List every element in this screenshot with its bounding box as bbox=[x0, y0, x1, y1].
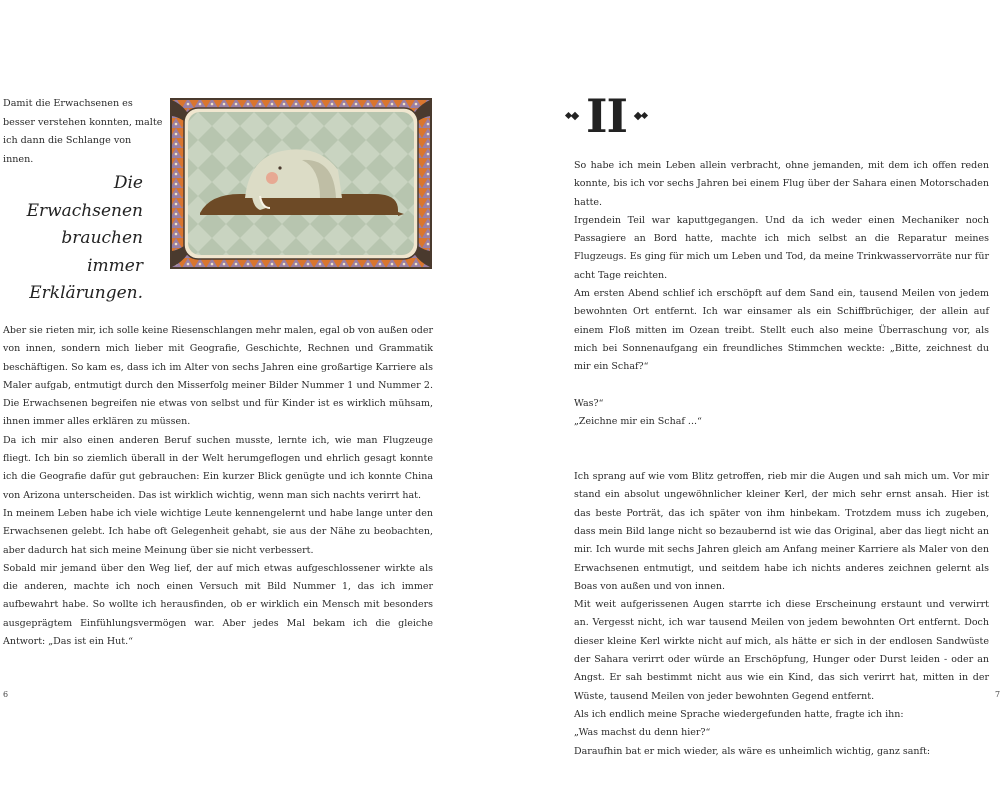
paragraph: Am ersten Abend schlief ich erschöpft auf dem Sand ein, tausend Meilen von jedem bewohnten Ort entfernt. Ich war einsamer als ein Schiffbrüchiger, der allein auf einem Floß mitten im Ozean treibt. Stellt euch also meine Überraschung vor, als mich bei Sonnenaufgang ein freundliches Stimmchen weckte: „Bitte, zeichnest du mir ein Schaf?“ bbox=[574, 288, 989, 373]
pull-quote-line: Die Erwachsenen bbox=[26, 173, 143, 221]
pull-quote-line: Erklärungen. bbox=[29, 283, 143, 303]
paragraph: Irgendein Teil war kaputtgegangen. Und da ich weder einen Mechaniker noch Passagiere an Bord hatte, machte ich mich selbst an die Reparatur meines Flugzeugs. Es ging für mich um Leben und Tod, da meine Trinkwasservorräte nur für acht Tage reichten. bbox=[574, 214, 989, 281]
paragraph: Aber sie rieten mir, ich solle keine Riesenschlangen mehr malen, egal ob von außen oder von innen, sondern mich lieber mit Geografie, Geschichte, Rechnen und Grammatik beschäftigen. So kam es, dass ich im Alter von sechs Jahren eine großartige Karriere als Maler aufgab, entmutigt durch den Misserfolg meiner Bilder Nummer 1 und Nummer 2. Die Erwachsenen begreifen nie etwas von selbst und für Kinder ist es wirklich mühsam, ihnen immer alles erklären zu müssen. bbox=[3, 325, 433, 428]
right-page bbox=[500, 0, 1000, 800]
pull-quote-line: brauchen immer bbox=[61, 228, 143, 276]
intro-text: Damit die Erwachsenen es besser verstehen konnten, malte ich dann die Schlange von innen. bbox=[3, 98, 163, 165]
chapter-number: II bbox=[586, 88, 628, 143]
ornament-right-icon bbox=[635, 113, 647, 119]
left-body-text bbox=[3, 322, 433, 651]
page-number: 6 bbox=[3, 690, 9, 699]
paragraph: Ich sprang auf wie vom Blitz getroffen, rieb mir die Augen und sah mich um. Vor mir stand ein absolut ungewöhnlicher kleiner Kerl, der mich sehr ernst ansah. Hier ist das beste Porträt, das ich später von ihm hinbekam. Trotzdem muss ich zugeben, dass mein Bild lange nicht so bezaubernd ist wie das Original, aber das liegt nicht an mir. Ich wurde mit sechs Jahren gleich am Anfang meiner Karriere als Maler von den Erwachsenen entmutigt, und seitdem habe ich nichts anderes zeichnen gelernt als Boas von außen und von innen. bbox=[574, 471, 989, 592]
pull-quote bbox=[3, 170, 143, 308]
paragraph: Sobald mir jemand über den Weg lief, der auf mich etwas aufgeschlossener wirkte als die anderen, machte ich noch einen Versuch mit Bild Nummer 1, das ich immer aufbewahrt habe. So wollte ich herausfinden, ob er wirklich ein Mensch mit besonders ausgeprägtem Einfühlungsvermögen war. Aber jedes Mal bekam ich die gleiche Antwort: „Das ist ein Hut.“ bbox=[3, 562, 433, 648]
page-number: 7 bbox=[995, 690, 1000, 699]
dialogue-line: Was?“ bbox=[574, 397, 604, 409]
paragraph: So habe ich mein Leben allein verbracht, ohne jemanden, mit dem ich offen reden konnte, bis ich vor sechs Jahren bei einem Flug über der Sahara einen Motorschaden hatte. bbox=[574, 160, 989, 208]
paragraph: Daraufhin bat er mich wieder, als wäre es unheimlich wichtig, ganz sanft: bbox=[574, 745, 931, 757]
paragraph: Da ich mir also einen anderen Beruf suchen musste, lernte ich, wie man Flugzeuge fliegt. Ich bin so ziemlich überall in der Welt herumgeflogen und ehrlich gesagt konnte ich die Geografie dafür gut gebrauchen: Ein kurzer Blick genügte und ich konnte China von Arizona unterscheiden. Das ist wirklich wichtig, wenn man sich nachts verirrt hat. bbox=[3, 434, 433, 501]
boa-elephant-illustration bbox=[170, 98, 432, 269]
ornament-left-icon bbox=[566, 113, 578, 119]
paragraph: Mit weit aufgerissenen Augen starrte ich diese Erscheinung erstaunt und verwirrt an. Vergesst nicht, ich war tausend Meilen von jedem bewohnten Ort entfernt. Doch dieser kleine Kerl wirkte nicht auf mich, als hätte er sich in der endlosen Sandwüste der Sahara verirrt oder würde an Erschöpfung, Hunger oder Durst leiden - oder an Angst. Er sah bestimmt nicht aus wie ein Kind, das sich verirrt hat, mitten in der Wüste, tausend Meilen von jeder bewohnten Gegend entfernt. bbox=[574, 599, 989, 702]
right-body-text bbox=[574, 157, 989, 761]
dialogue-line: „Was machst du denn hier?“ bbox=[574, 727, 711, 739]
chapter-heading bbox=[566, 88, 647, 143]
dialogue-line: „Zeichne mir ein Schaf ...“ bbox=[574, 416, 702, 428]
paragraph: Als ich endlich meine Sprache wiedergefunden hatte, fragte ich ihn: bbox=[574, 708, 904, 720]
paragraph: In meinem Leben habe ich viele wichtige Leute kennengelernt und habe lange unter den Erwachsenen gelebt. Ich habe oft Gelegenheit gehabt, sie aus der Nähe zu beobachten, aber dadurch hat sich meine Meinung über sie nicht verbessert. bbox=[3, 507, 433, 556]
